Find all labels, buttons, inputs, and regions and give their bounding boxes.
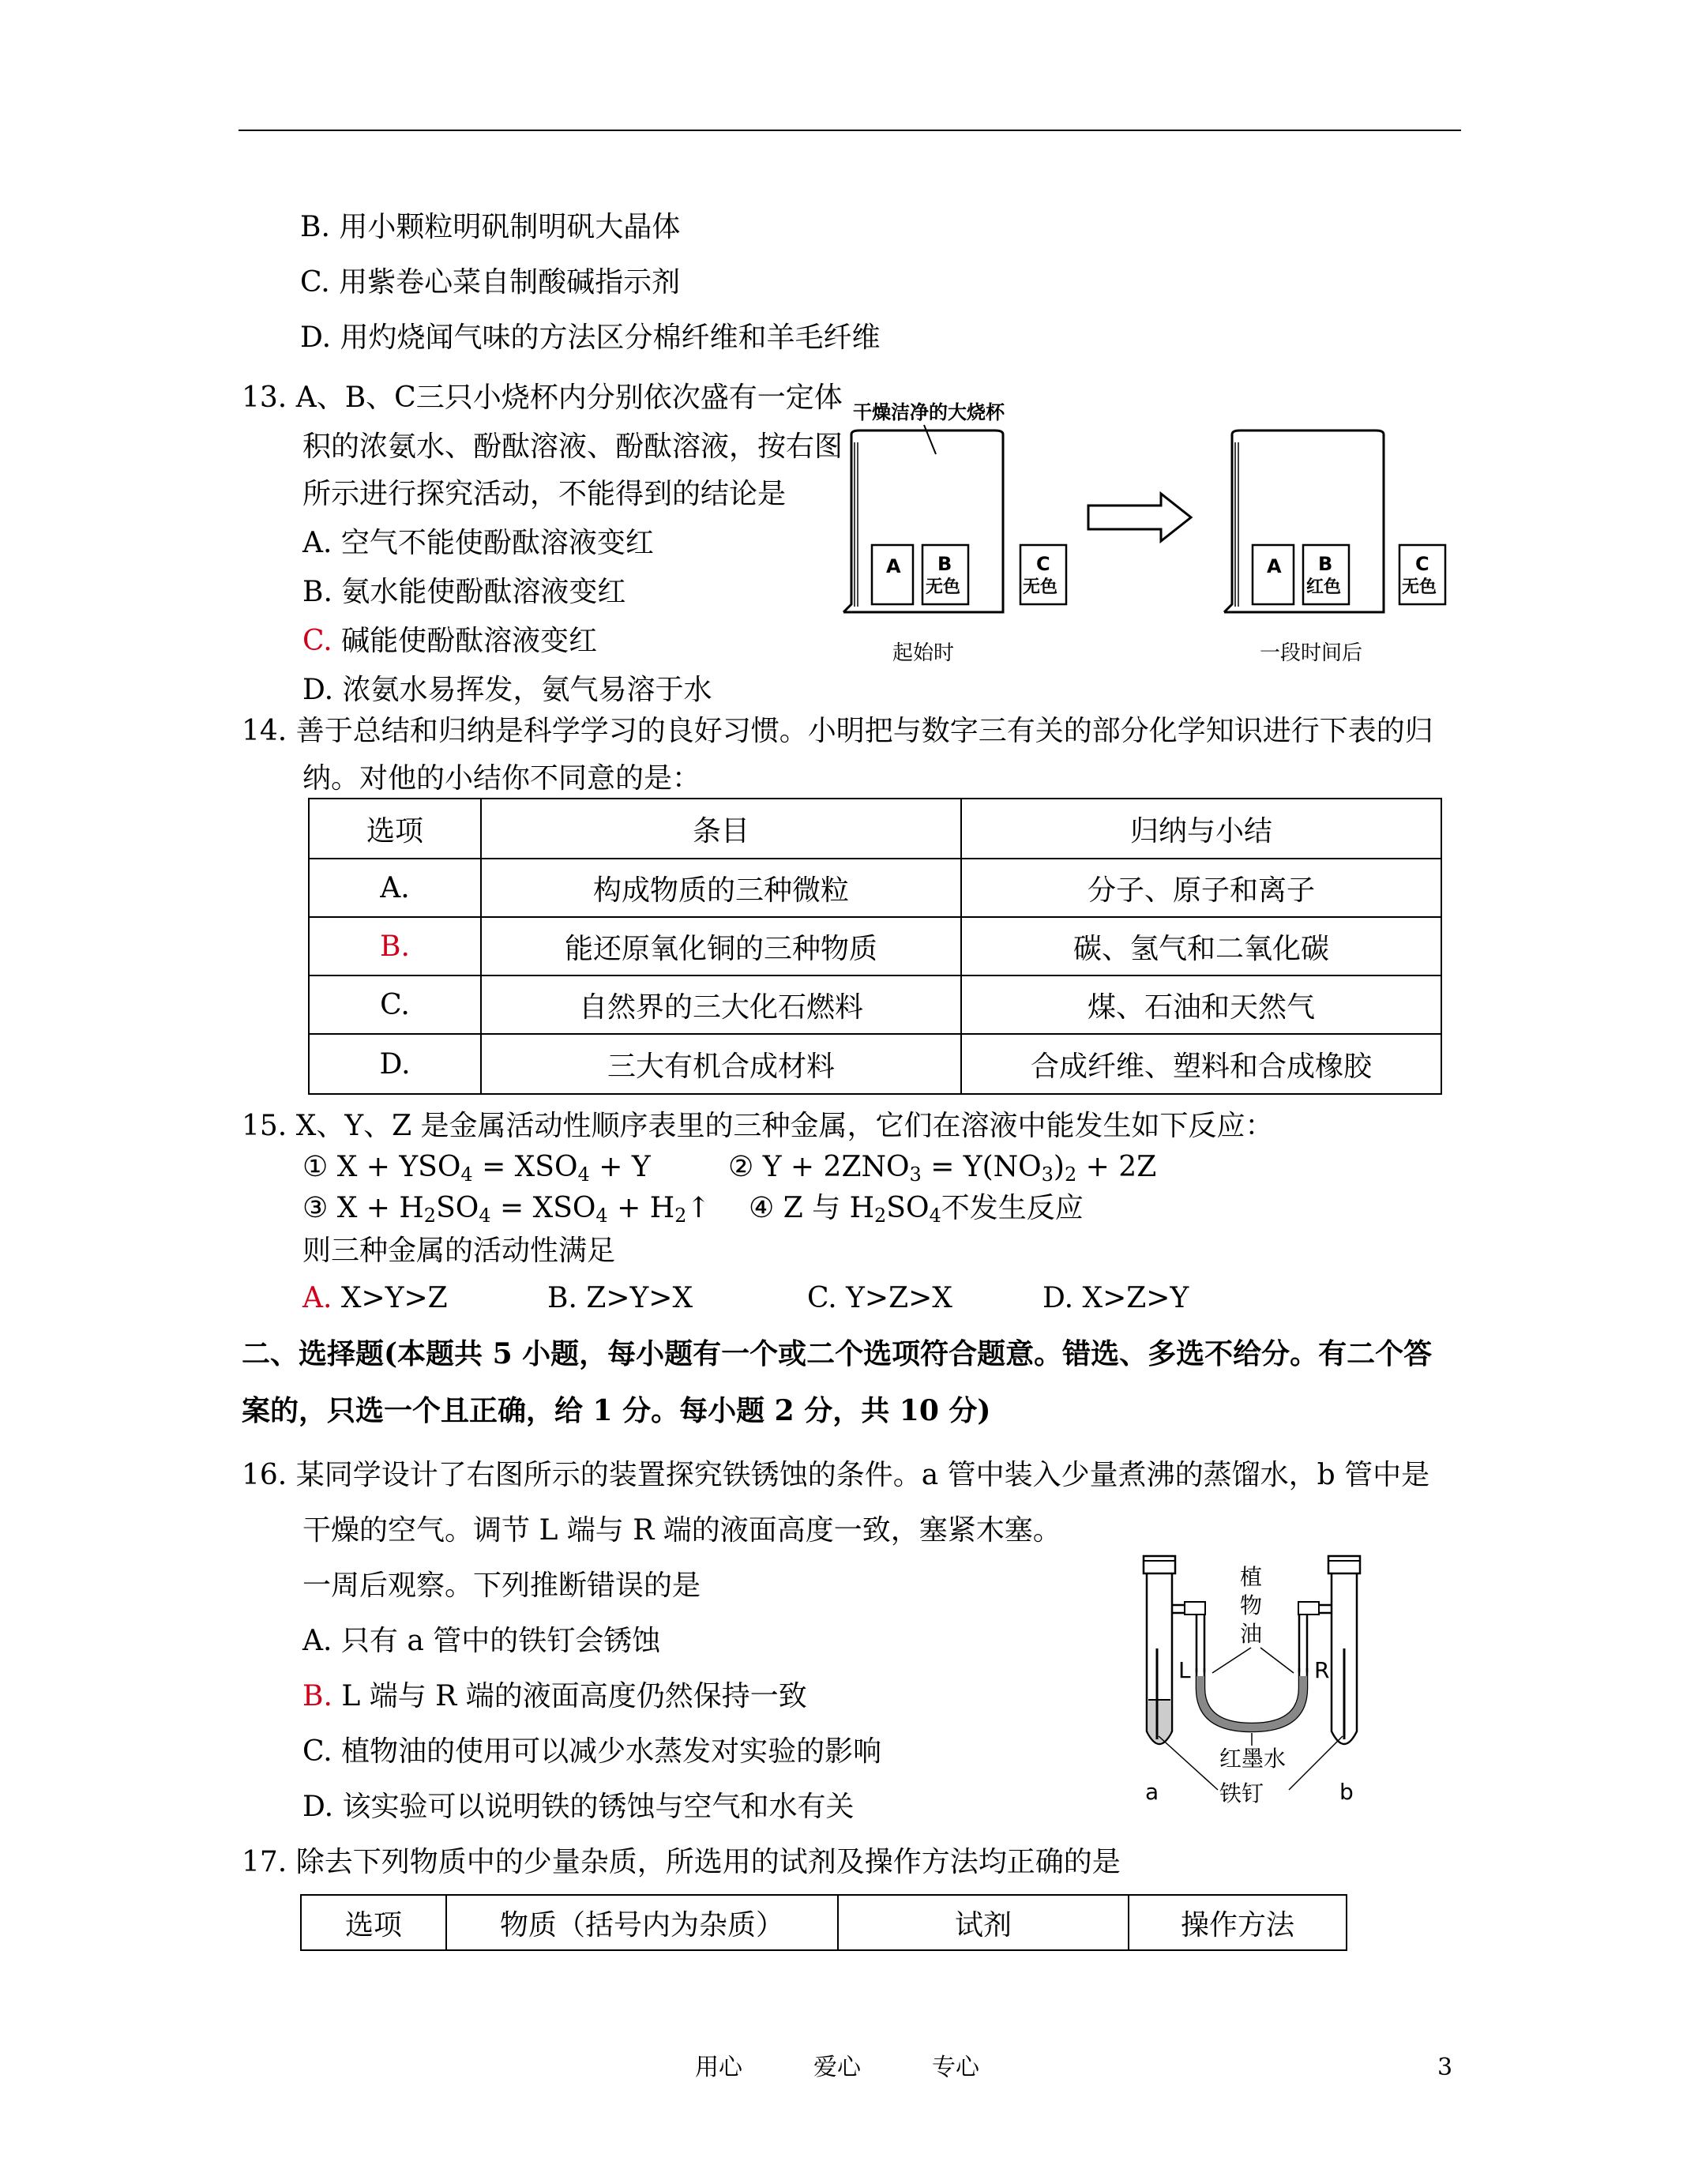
beaker-a-label: A: [886, 555, 901, 577]
header-rule: [239, 130, 1461, 131]
q14-row-c-summary: 煤、石油和天然气: [961, 975, 1441, 1034]
after-label: 一段时间后: [1260, 641, 1363, 665]
q15-reaction-1: ① $X + YSO_4 = XSO_4 + Y$: [302, 1151, 651, 1186]
q15-option-c: C. Y>Z>X: [807, 1282, 952, 1314]
arrow-icon: [1088, 494, 1191, 541]
q17-header-method: 操作方法: [1129, 1895, 1347, 1950]
left-stopper: [1144, 1556, 1175, 1573]
left-connector: [1185, 1602, 1205, 1615]
q14-table: [308, 798, 1442, 1095]
q15-reaction-2: ② $Y + 2ZNO_3 = Y(NO_3)_2 + 2Z$: [728, 1151, 1157, 1186]
beaker-c-label: C: [1036, 553, 1050, 575]
footer-motto-2: 爱心: [813, 2054, 861, 2081]
beaker-b-label: B: [937, 553, 952, 575]
q13-option-b: B. 氨水能使酚酞溶液变红: [302, 576, 626, 608]
q14-row-c-option: C.: [309, 975, 481, 1034]
q14-header-item: 条目: [481, 799, 961, 859]
q14-row-b-option: B.: [309, 917, 481, 975]
q16-stem-line3: 一周后观察。下列推断错误的是: [302, 1569, 701, 1602]
beaker-c-colorless: 无色: [1023, 577, 1058, 597]
right-stopper: [1328, 1556, 1360, 1573]
q16-option-d: D. 该实验可以说明铁的锈蚀与空气和水有关: [302, 1791, 855, 1823]
q13-stem-line2: 积的浓氨水、酚酞溶液、酚酞溶液，按右图: [302, 430, 843, 463]
q16-stem-line2: 干燥的空气。调节 L 端与 R 端的液面高度一致，塞紧木塞。: [302, 1514, 1061, 1547]
q16-stem-line1: 16. 某同学设计了右图所示的装置探究铁锈蚀的条件。a 管中装入少量煮沸的蒸馏水，b 管中是: [242, 1459, 1430, 1491]
q17-stem: 17. 除去下列物质中的少量杂质，所选用的试剂及操作方法均正确的是: [242, 1846, 1121, 1878]
big-beaker-label: 干燥洁净的大烧杯: [853, 401, 1005, 423]
page-number: 3: [1437, 2054, 1453, 2081]
q12-option-b: B. 用小颗粒明矾制明矾大晶体: [300, 211, 681, 243]
tube-b-label: b: [1339, 1779, 1354, 1805]
oil-label-1: 植: [1240, 1564, 1263, 1590]
q16-option-b: [302, 1679, 807, 1714]
q15-option-a-text: X>Y>Z: [332, 1282, 448, 1314]
oil-label-3: 油: [1240, 1621, 1263, 1647]
table-row: [309, 1034, 1441, 1094]
q13-option-c: [302, 624, 597, 659]
q14-row-d-summary: 合成纤维、塑料和合成橡胶: [961, 1034, 1441, 1094]
oil-label-2: 物: [1240, 1592, 1263, 1618]
q14-row-a-option: A.: [309, 859, 481, 917]
table-row: [309, 859, 1441, 917]
q13-option-c-text: 碱能使酚酞溶液变红: [341, 625, 598, 657]
q16-option-c: C. 植物油的使用可以减少水蒸发对实验的影响: [302, 1735, 882, 1768]
q15-stem: 15. X、Y、Z 是金属活动性顺序表里的三种金属，它们在溶液中能发生如下反应：: [242, 1110, 1274, 1142]
q14-header-summary: 归纳与小结: [961, 799, 1441, 859]
beaker-b-red: 红色: [1306, 577, 1342, 597]
table-row: [309, 917, 1441, 975]
table-row: [309, 975, 1441, 1034]
q15-then: 则三种金属的活动性满足: [302, 1235, 616, 1267]
q14-stem-line1: 14. 善于总结和归纳是科学学习的良好习惯。小明把与数字三有关的部分化学知识进行下表的归: [242, 715, 1433, 747]
q15-option-a-letter: A.: [302, 1282, 332, 1314]
right-connector: [1298, 1602, 1319, 1615]
ink-label: 红墨水: [1219, 1746, 1287, 1772]
nail-label: 铁钉: [1219, 1780, 1264, 1806]
q15-option-b: B. Z>Y>X: [547, 1282, 693, 1314]
q14-row-d-option: D.: [309, 1034, 481, 1094]
l-end-label: L: [1178, 1657, 1191, 1683]
beaker-b-colorless: 无色: [926, 577, 961, 597]
q17-table: [300, 1894, 1347, 1951]
q17-header-reagent: 试剂: [838, 1895, 1129, 1950]
footer-motto: [695, 2052, 979, 2084]
r-end-label: R: [1314, 1657, 1330, 1683]
q14-stem-line2: 纳。对他的小结你不同意的是：: [302, 762, 701, 795]
start-label: 起始时: [892, 641, 955, 665]
tube-a-label: a: [1145, 1779, 1159, 1805]
q17-header-option: 选项: [301, 1895, 446, 1950]
q15-option-a: [302, 1281, 448, 1316]
q14-row-b-item: 能还原氧化铜的三种物质: [481, 917, 961, 975]
beaker-c-after-label: C: [1415, 553, 1429, 575]
q16-option-b-letter: B.: [302, 1680, 332, 1712]
q14-header-option: 选项: [309, 799, 481, 859]
footer-motto-1: 用心: [695, 2054, 742, 2081]
q14-row-b-summary: 碳、氢气和二氧化碳: [961, 917, 1441, 975]
q17-header-substance: 物质（括号内为杂质）: [446, 1895, 838, 1950]
beaker-b-after-label: B: [1318, 553, 1333, 575]
beaker-c-after-colorless: 无色: [1402, 577, 1437, 597]
footer-motto-3: 专心: [932, 2054, 979, 2081]
q15-option-d: D. X>Z>Y: [1042, 1282, 1189, 1314]
section2-heading-line1: 二、选择题(本题共 5 小题，每小题有一个或二个选项符合题意。错选、多选不给分。有二个答: [242, 1337, 1433, 1370]
q13-option-c-letter: C.: [302, 625, 332, 657]
q15-reaction-4: ④ Z 与 $H_2SO_4$不发生反应: [749, 1192, 1084, 1227]
q12-option-d: D. 用灼烧闻气味的方法区分棉纤维和羊毛纤维: [300, 321, 881, 354]
q14-row-d-item: 三大有机合成材料: [481, 1034, 961, 1094]
beaker-a-after-label: A: [1267, 555, 1282, 577]
q16-option-a: A. 只有 a 管中的铁钉会锈蚀: [302, 1625, 661, 1657]
q14-row-a-item: 构成物质的三种微粒: [481, 859, 961, 917]
q13-stem-line1: 13. A、B、C三只小烧杯内分别依次盛有一定体: [242, 382, 843, 414]
q14-row-a-summary: 分子、原子和离子: [961, 859, 1441, 917]
q14-row-c-item: 自然界的三大化石燃料: [481, 975, 961, 1034]
q13-option-a: A. 空气不能使酚酞溶液变红: [302, 527, 654, 559]
q13-stem-line3: 所示进行探究活动，不能得到的结论是: [302, 478, 787, 510]
q12-option-c: C. 用紫卷心菜自制酸碱指示剂: [300, 266, 681, 299]
q16-u-tube-figure: [1121, 1550, 1382, 1818]
q15-reaction-3: ③ $X + H_2SO_4 = XSO_4$ + $H_2↑$: [302, 1192, 711, 1227]
q13-beaker-figure: [837, 395, 1469, 679]
q13-option-d: D. 浓氨水易挥发，氨气易溶于水: [302, 674, 712, 706]
q16-option-b-text: L 端与 R 端的液面高度仍然保持一致: [332, 1680, 807, 1712]
section2-heading-line2: 案的，只选一个且正确，给 1 分。每小题 2 分，共 10 分): [242, 1394, 991, 1427]
